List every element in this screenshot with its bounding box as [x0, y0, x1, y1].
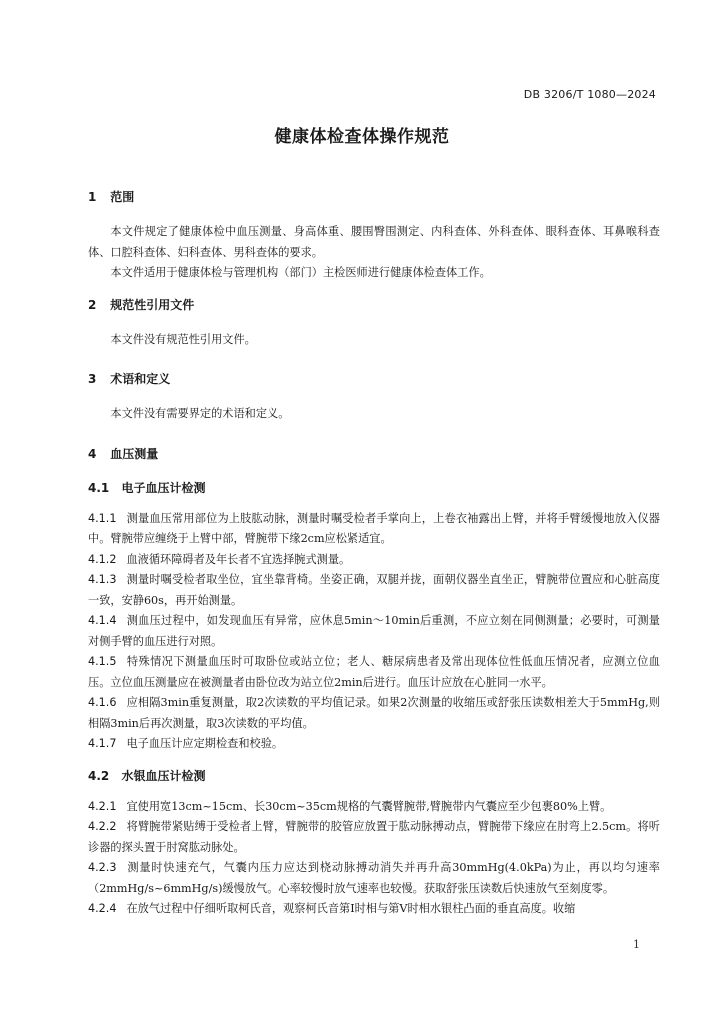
paragraph: 本文件没有需要界定的术语和定义。 — [110, 407, 290, 420]
paragraph: 本文件规定了健康体检中血压测量、身高体重、腰围臀围测定、内科查体、外科查体、眼科查体、耳鼻喉科查体、口腔科查体、妇科查体、男科查体的要求。 — [88, 225, 660, 259]
clause: 4.2.1 宜使用宽13cm~15cm、长30cm~35cm规格的气囊臂腕带,臂腕带内气囊应至少包裹80%上臂。 — [88, 799, 612, 813]
section-heading-3: 3 术语和定义 — [88, 372, 171, 386]
standard-code: DB 3206/T 1080—2024 — [523, 88, 656, 101]
clause: 4.2.3 测量时快速充气，气囊内压力应达到桡动脉搏动消失并再升高30mmHg(4.0kPa)为止，再以均匀速率（2mmHg/s~6mmHg/s)缓慢放气。心率较慢时放气速率也较慢。获取舒张压读数后快速放气至刻度零。 — [88, 861, 660, 895]
clause: 4.1.3 测量时嘱受检者取坐位，宜坐靠背椅。坐姿正确，双腿并拢，面朝仪器坐直坐正，臂腕带位置应和心脏高度一致，安静60s，再开始测量。 — [88, 573, 660, 607]
clause: 4.1.1 测量血压常用部位为上肢肱动脉，测量时嘱受检者手掌向上，上卷衣袖露出上臂，并将手臂缓慢地放入仪器中。臂腕带应缠绕于上臂中部，臂腕带下缘2cm应松紧适宜。 — [88, 511, 660, 545]
clause: 4.1.4 测血压过程中，如发现血压有异常，应休息5min～10min后重测，不应立刻在同侧测量；必要时，可测量对侧手臂的血压进行对照。 — [88, 614, 660, 648]
clause: 4.1.6 应相隔3min重复测量，取2次读数的平均值记录。如果2次测量的收缩压或舒张压读数相差大于5mmHg,则相隔3min后再次测量，取3次读数的平均值。 — [88, 696, 660, 730]
paragraph: 本文件没有规范性引用文件。 — [110, 332, 256, 346]
subsection-heading-4-1: 4.1 电子血压计检测 — [88, 480, 206, 495]
clause: 4.2.4 在放气过程中仔细听取柯氏音，观察柯氏音第Ⅰ时相与第Ⅴ时相水银柱凸面的垂直高度。收缩 — [88, 902, 576, 915]
document-body — [88, 188, 660, 920]
section-heading-1: 1 范围 — [88, 190, 135, 204]
document-title: 健康体检查体操作规范 — [274, 127, 450, 147]
section-heading-2: 2 规范性引用文件 — [88, 297, 195, 312]
clause: 4.1.7 电子血压计应定期检查和校验。 — [88, 737, 284, 750]
subsection-heading-4-2: 4.2 水银血压计检测 — [88, 768, 206, 783]
clause: 4.1.5 特殊情况下测量血压时可取卧位或站立位；老人、糖尿病患者及常出现体位性低血压情况者，应测立位血压。立位血压测量应在被测量者由卧位改为站立位2min后进行。血压计应放在心脏同一水平。 — [88, 655, 660, 689]
clause: 4.2.2 将臂腕带紧贴缚于受检者上臂，臂腕带的胶管应放置于肱动脉搏动点，臂腕带下缘应在肘弯上2.5cm。将听诊器的探头置于肘窝肱动脉处。 — [88, 820, 660, 854]
paragraph: 本文件适用于健康体检与管理机构（部门）主检医师进行健康体检查体工作。 — [110, 266, 491, 279]
page-number: 1 — [633, 938, 640, 951]
section-heading-4: 4 血压测量 — [88, 446, 159, 461]
clause: 4.1.2 血液循环障碍者及年长者不宜选择腕式测量。 — [88, 552, 351, 566]
